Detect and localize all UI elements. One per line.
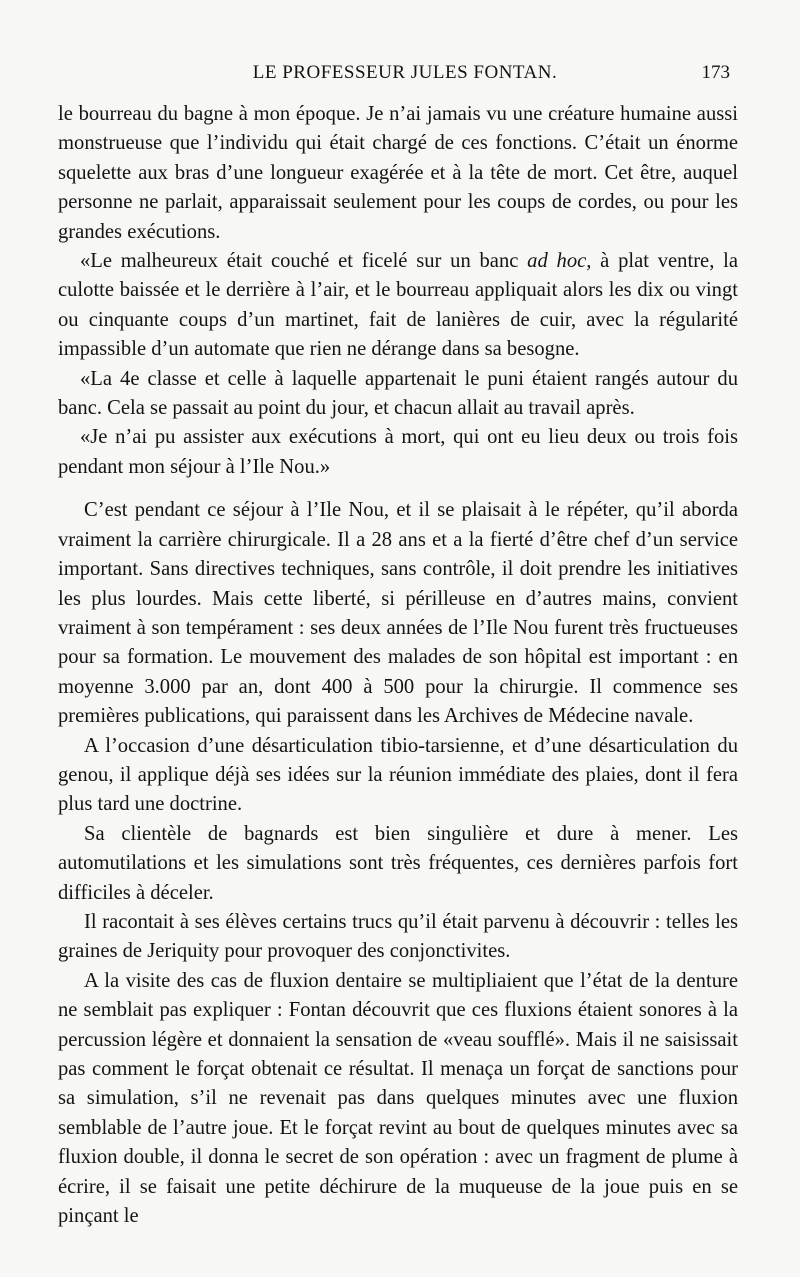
paragraph-7: Sa clientèle de bagnards est bien singulière et dure à mener. Les automutilations et les simulations sont très fréquentes, ces dernières parfois fort difficiles à déceler. (58, 822, 738, 904)
paragraph-3: «La 4e classe et celle à laquelle appartenait le puni étaient rangés autour du banc. Cela se passait au point du jour, et chacun allait au travail après. (58, 367, 738, 420)
page-number: 173 (701, 62, 730, 83)
paragraph-4: «Je n’ai pu assister aux exécutions à mort, qui ont eu lieu deux ou trois fois pendant mon séjour à l’Ile Nou.» (58, 426, 738, 478)
paragraph-2-text-before: «Le malheureux était couché et ficelé sur un banc (80, 250, 528, 273)
paragraph-9: A la visite des cas de fluxion dentaire se multipliaient que l’état de la denture ne semblait pas expliquer : Fontan découvrit que ces fluxions étaient sonores à la percussion légère et donnaient la sensation de «veau soufflé». Mais il ne saisissait pas comment le forçat obtenait ce résultat. Il menaça un forçat de sanctions pour sa simulation, s’il ne revenait pas dans quelques minutes avec une fluxion semblable de l’autre joue. Et le forçat revint au bout de quelques minutes avec sa fluxion double, il donna le secret de son opération : avec un fragment de plume à écrire, il se faisait une petite déchirure de la muqueuse de la joue puis en se pinçant le (58, 969, 738, 1228)
paragraph-5: C’est pendant ce séjour à l’Ile Nou, et il se plaisait à le répéter, qu’il aborda vraiment la carrière chirurgicale. Il a 28 ans et a la fierté d’être chef d’un service important. Sans directives techniques, sans contrôle, il doit prendre les initiatives les plus lourdes. Mais cette liberté, si périlleuse en d’autres mains, convient vraiment à son tempérament : ses deux années de l’Ile Nou furent très fructueuses pour sa formation. Le mouvement des malades de son hôpital est important : en moyenne 3.000 par an, dont 400 à 500 pour la chirurgie. Il commence ses premières publications, qui paraissent dans les Archives de Médecine navale. (58, 499, 738, 728)
running-title: LE PROFESSEUR JULES FONTAN. (252, 62, 558, 83)
paragraph-2-text-after: à plat ventre, la culotte baissée et le derrière à l’air, et le bourreau appliquait alors les dix ou vingt ou cinquante coups d’un martinet, fait de lanières de cuir, avec la régularité impassible d’un automate que rien ne dérange dans sa besogne. (58, 250, 738, 361)
page-header (70, 58, 740, 92)
paragraph-2-italic: ad hoc, (527, 250, 592, 273)
paragraph-2 (58, 247, 738, 365)
paragraph-6: A l’occasion d’une désarticulation tibio-tarsienne, et d’une désarticulation du genou, il applique déjà ses idées sur la réunion immédiate des plaies, dont il fera plus tard une doctrine. (58, 734, 738, 816)
paragraph-8: Il racontait à ses élèves certains trucs qu’il était parvenu à découvrir : telles les graines de Jeriquity pour provoquer des conjonctivites. (58, 910, 738, 963)
body-text (58, 100, 738, 1231)
paragraph-1: le bourreau du bagne à mon époque. Je n’ai jamais vu une créature humaine aussi monstrueuse que l’individu qui était chargé de ces fonctions. C’était un énorme squelette aux bras d’une longueur exagérée et à la tête de mort. Cet être, auquel personne ne parlait, apparaissait seulement pour les coups de cordes, ou pour les grandes exécutions. (58, 103, 738, 243)
